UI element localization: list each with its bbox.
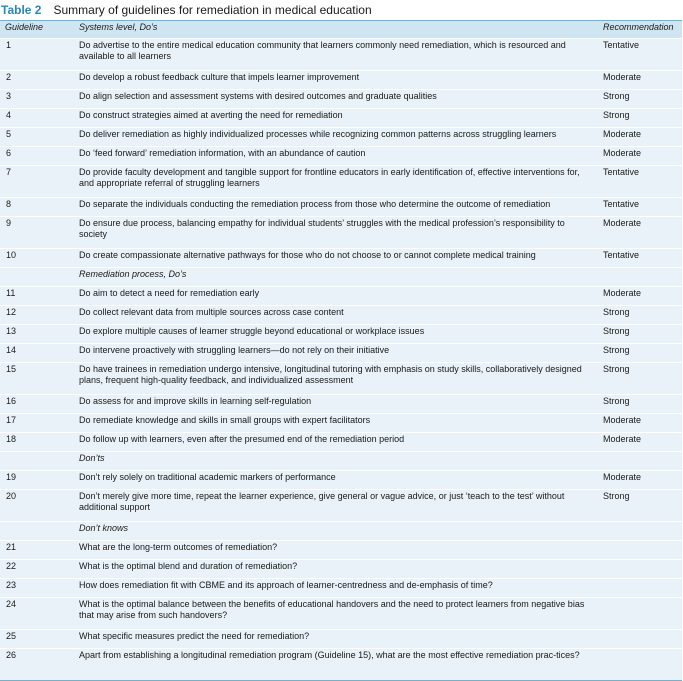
- recommendation-value: [598, 541, 682, 560]
- guideline-number: 20: [0, 490, 74, 522]
- guideline-text: Don’t merely give more time, repeat the learner experience, give general or vague advice, or just ‘teach to the test’ without additional support: [74, 490, 598, 522]
- section-label: Don’t knows: [74, 522, 598, 541]
- guideline-text: What is the optimal balance between the benefits of educational handovers and the need to protect learners from negative bias that may arise from such handovers?: [74, 598, 598, 630]
- table-row: [0, 71, 682, 90]
- recommendation-value: [598, 598, 682, 630]
- table-row: [0, 579, 682, 598]
- guideline-text: Do remediate knowledge and skills in small groups with expert facilitators: [74, 414, 598, 433]
- table-row: [0, 287, 682, 306]
- recommendation-value: [598, 649, 682, 681]
- table-row: [0, 39, 682, 71]
- guideline-number: 6: [0, 147, 74, 166]
- section-row: [0, 452, 682, 471]
- header-recommendation: Recommendation: [598, 21, 682, 39]
- guideline-text: Don’t rely solely on traditional academic markers of performance: [74, 471, 598, 490]
- table-row: [0, 147, 682, 166]
- guideline-number: 23: [0, 579, 74, 598]
- guideline-text: Do collect relevant data from multiple sources across case content: [74, 306, 598, 325]
- guideline-number: 9: [0, 217, 74, 249]
- table-caption: [0, 0, 683, 20]
- guideline-number: 16: [0, 395, 74, 414]
- recommendation-value: Strong: [598, 306, 682, 325]
- table-row: [0, 363, 682, 395]
- recommendation-value: Moderate: [598, 414, 682, 433]
- guideline-text: What specific measures predict the need for remediation?: [74, 630, 598, 649]
- recommendation-value: Moderate: [598, 71, 682, 90]
- table-title: Summary of guidelines for remediation in medical education: [53, 3, 372, 17]
- guideline-text: Do advertise to the entire medical education community that learners commonly need remediation, which is resourced and available to all learners: [74, 39, 598, 71]
- recommendation-value: Strong: [598, 90, 682, 109]
- table-row: [0, 433, 682, 452]
- table-row: [0, 166, 682, 198]
- recommendation-value: Strong: [598, 109, 682, 128]
- guideline-text: What are the long-term outcomes of remediation?: [74, 541, 598, 560]
- table-row: [0, 541, 682, 560]
- guideline-text: Do have trainees in remediation undergo intensive, longitudinal tutoring with emphasis on study skills, collaboratively designed plans, frequent high-quality feedback, and individualized assessment: [74, 363, 598, 395]
- section-row: [0, 522, 682, 541]
- guidelines-table: [0, 20, 682, 681]
- guideline-number: 2: [0, 71, 74, 90]
- recommendation-value: [598, 630, 682, 649]
- table-row: [0, 471, 682, 490]
- guideline-text: Do create compassionate alternative pathways for those who do not choose to or cannot complete medical training: [74, 249, 598, 268]
- section-spacer: [0, 268, 74, 287]
- guideline-number: 19: [0, 471, 74, 490]
- guideline-number: 24: [0, 598, 74, 630]
- recommendation-value: Tentative: [598, 39, 682, 71]
- table-row: [0, 306, 682, 325]
- guideline-text: Do deliver remediation as highly individualized processes while recognizing common patterns across struggling learners: [74, 128, 598, 147]
- recommendation-value: Tentative: [598, 166, 682, 198]
- guideline-text: Do ensure due process, balancing empathy for individual students’ struggles with the medical profession’s responsibility to society: [74, 217, 598, 249]
- section-spacer: [598, 268, 682, 287]
- guideline-number: 26: [0, 649, 74, 681]
- table-row: [0, 109, 682, 128]
- table-row: [0, 249, 682, 268]
- table-row: [0, 598, 682, 630]
- section-spacer: [0, 452, 74, 471]
- section-spacer: [0, 522, 74, 541]
- guideline-text: How does remediation fit with CBME and its approach of learner-centredness and de-emphasis of time?: [74, 579, 598, 598]
- guideline-number: 5: [0, 128, 74, 147]
- recommendation-value: Strong: [598, 363, 682, 395]
- table-row: [0, 630, 682, 649]
- table-row: [0, 217, 682, 249]
- recommendation-value: [598, 560, 682, 579]
- guideline-number: 1: [0, 39, 74, 71]
- recommendation-value: Tentative: [598, 249, 682, 268]
- guideline-number: 8: [0, 198, 74, 217]
- header-guideline: Guideline: [0, 21, 74, 39]
- table-number: Table 2: [1, 3, 42, 17]
- guideline-text: What is the optimal blend and duration of remediation?: [74, 560, 598, 579]
- recommendation-value: Moderate: [598, 433, 682, 452]
- table-row: [0, 560, 682, 579]
- table-row: [0, 395, 682, 414]
- section-row: [0, 268, 682, 287]
- table-row: [0, 325, 682, 344]
- guideline-number: 15: [0, 363, 74, 395]
- guideline-number: 22: [0, 560, 74, 579]
- recommendation-value: Moderate: [598, 287, 682, 306]
- recommendation-value: Moderate: [598, 128, 682, 147]
- table-row: [0, 128, 682, 147]
- guideline-text: Do ‘feed forward’ remediation information, with an abundance of caution: [74, 147, 598, 166]
- recommendation-value: Strong: [598, 490, 682, 522]
- recommendation-value: Strong: [598, 325, 682, 344]
- table-row: [0, 344, 682, 363]
- guideline-text: Do align selection and assessment systems with desired outcomes and graduate qualities: [74, 90, 598, 109]
- header-section: Systems level, Do’s: [74, 21, 598, 39]
- recommendation-value: Moderate: [598, 471, 682, 490]
- guideline-text: Do construct strategies aimed at averting the need for remediation: [74, 109, 598, 128]
- table-row: [0, 414, 682, 433]
- guideline-text: Do provide faculty development and tangible support for frontline educators in early identification of, effective interventions for, and appropriate referral of struggling learners: [74, 166, 598, 198]
- section-spacer: [598, 522, 682, 541]
- guideline-number: 7: [0, 166, 74, 198]
- section-spacer: [598, 452, 682, 471]
- recommendation-value: Strong: [598, 395, 682, 414]
- guideline-text: Do assess for and improve skills in learning self-regulation: [74, 395, 598, 414]
- guideline-number: 25: [0, 630, 74, 649]
- recommendation-value: Tentative: [598, 198, 682, 217]
- guideline-text: Do aim to detect a need for remediation early: [74, 287, 598, 306]
- guideline-text: Do follow up with learners, even after the presumed end of the remediation period: [74, 433, 598, 452]
- table-row: [0, 649, 682, 681]
- guideline-number: 12: [0, 306, 74, 325]
- recommendation-value: [598, 579, 682, 598]
- table-row: [0, 198, 682, 217]
- guideline-number: 3: [0, 90, 74, 109]
- table-header-row: [0, 21, 682, 39]
- recommendation-value: Moderate: [598, 147, 682, 166]
- recommendation-value: Strong: [598, 344, 682, 363]
- guideline-number: 13: [0, 325, 74, 344]
- guideline-text: Do develop a robust feedback culture that impels learner improvement: [74, 71, 598, 90]
- guideline-number: 10: [0, 249, 74, 268]
- guideline-number: 14: [0, 344, 74, 363]
- guideline-text: Do intervene proactively with struggling learners—do not rely on their initiative: [74, 344, 598, 363]
- guideline-text: Do separate the individuals conducting the remediation process from those who determine the outcome of remediation: [74, 198, 598, 217]
- guideline-number: 18: [0, 433, 74, 452]
- guideline-text: Apart from establishing a longitudinal remediation program (Guideline 15), what are the most effective remediation prac-tices?: [74, 649, 598, 681]
- table-row: [0, 490, 682, 522]
- guideline-number: 11: [0, 287, 74, 306]
- guideline-number: 4: [0, 109, 74, 128]
- guideline-number: 21: [0, 541, 74, 560]
- table-row: [0, 90, 682, 109]
- recommendation-value: Moderate: [598, 217, 682, 249]
- section-label: Don’ts: [74, 452, 598, 471]
- section-label: Remediation process, Do’s: [74, 268, 598, 287]
- guideline-number: 17: [0, 414, 74, 433]
- guideline-text: Do explore multiple causes of learner struggle beyond educational or workplace issues: [74, 325, 598, 344]
